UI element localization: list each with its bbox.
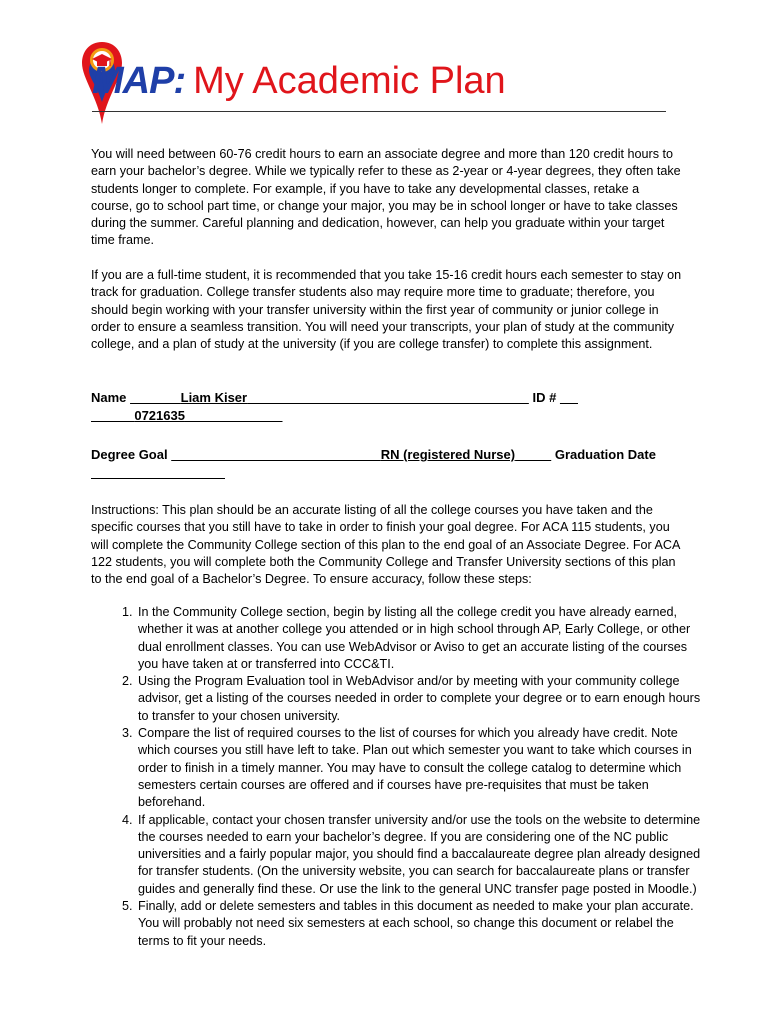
fulltime-paragraph: If you are a full-time student, it is recommended that you take 15-16 credit hours each semester to stay on track for graduation. College transfer students also may require more time to graduate; therefore, you should begin working with your transfer university within the first year of community or junior college in order to ensure a seamless transition. You will need your transcripts, your plan of study at the community college, and a plan of study at the university (if you are college transfer) to complete this assignment. — [91, 268, 682, 352]
intro-paragraph: You will need between 60-76 credit hours to earn an associate degree and more than 120 credit hours to earn your bachelor’s degree. While we typically refer to these as 2-year or 4-year degrees, they often take students longer to complete. For example, if you have to take any developmental classes, retake a course, go to school part time, or change your major, you may be in school longer or have to take classes during the summer. Careful planning and dedication, however, can help you graduate within your target time frame. — [91, 147, 681, 248]
steps-list — [110, 604, 708, 950]
instructions-paragraph: Instructions: This plan should be an accurate listing of all the college courses you have taken and the specific courses that you still have to take in order to finish your goal degree. For ACA 115 students, you will complete the Community College section of this plan to the end goal of an Associate Degree. For ACA 122 students, you will complete both the Community College and Transfer University sections of this plan to the end goal of a Bachelor’s Degree. To ensure accuracy, follow these steps: — [91, 503, 680, 587]
list-item: 2. Using the Program Evaluation tool in WebAdvisor and/or by meeting with your community college advisor, get a listing of the courses needed in order to complete your degree or to earn enough hours to transfer to your chosen university. — [136, 673, 708, 725]
id-label: ID # — [532, 390, 557, 405]
list-item: 5. Finally, add or delete semesters and tables in this document as needed to make your plan accurate. You will probably not need six semesters at each school, so change this document or relabel the terms to fit your needs. — [136, 898, 708, 950]
id-field[interactable] — [91, 408, 283, 423]
page-title — [92, 60, 506, 103]
title-prefix: MAP: — [92, 60, 186, 102]
name-label: Name — [91, 390, 127, 405]
id-field-start[interactable] — [560, 390, 578, 405]
name-field[interactable] — [130, 390, 529, 405]
title-main: My Academic Plan — [193, 60, 506, 102]
list-item: 3. Compare the list of required courses to the list of courses for which you already have credit. Note which courses you still have left to take. Plan out which semester you want to take which courses in order to finish in a timely manner. You may have to consult the college catalog to determine which semesters certain courses are offered and if courses have pre-requisites that must be taken beforehand. — [136, 725, 708, 811]
title-underline — [92, 111, 666, 112]
list-item: 1. In the Community College section, begin by listing all the college credit you have already earned, whether it was at another college you attended or in high school through AP, Early College, or other dual enrollment classes. You can use WebAdvisor or Aviso to get an accurate listing of the courses you have taken at or transferred into CCC&TI. — [136, 604, 708, 673]
degree-field[interactable] — [171, 447, 551, 462]
name-value: Liam Kiser — [180, 390, 248, 405]
degree-value: RN (registered Nurse) — [380, 447, 516, 462]
list-item: 4. If applicable, contact your chosen transfer university and/or use the tools on the website to determine the courses needed to earn your bachelor’s degree. If you are considering one of the NC public universities and a fairly popular major, you should find a baccalaureate degree plan already designed for transfer students. (On the university website, you can search for baccalaureate plans or transfer guides and generally find these. Or use the link to the general UNC transfer page posted in Moodle.) — [136, 812, 708, 898]
id-row — [91, 408, 283, 423]
graduation-row — [91, 466, 225, 482]
degree-row — [91, 447, 656, 462]
graduation-date-field[interactable] — [91, 466, 225, 479]
graduation-label: Graduation Date — [554, 447, 656, 462]
id-value: 0721635 — [134, 408, 185, 423]
degree-label: Degree Goal — [91, 447, 168, 462]
header — [78, 38, 668, 114]
name-row — [91, 390, 578, 405]
